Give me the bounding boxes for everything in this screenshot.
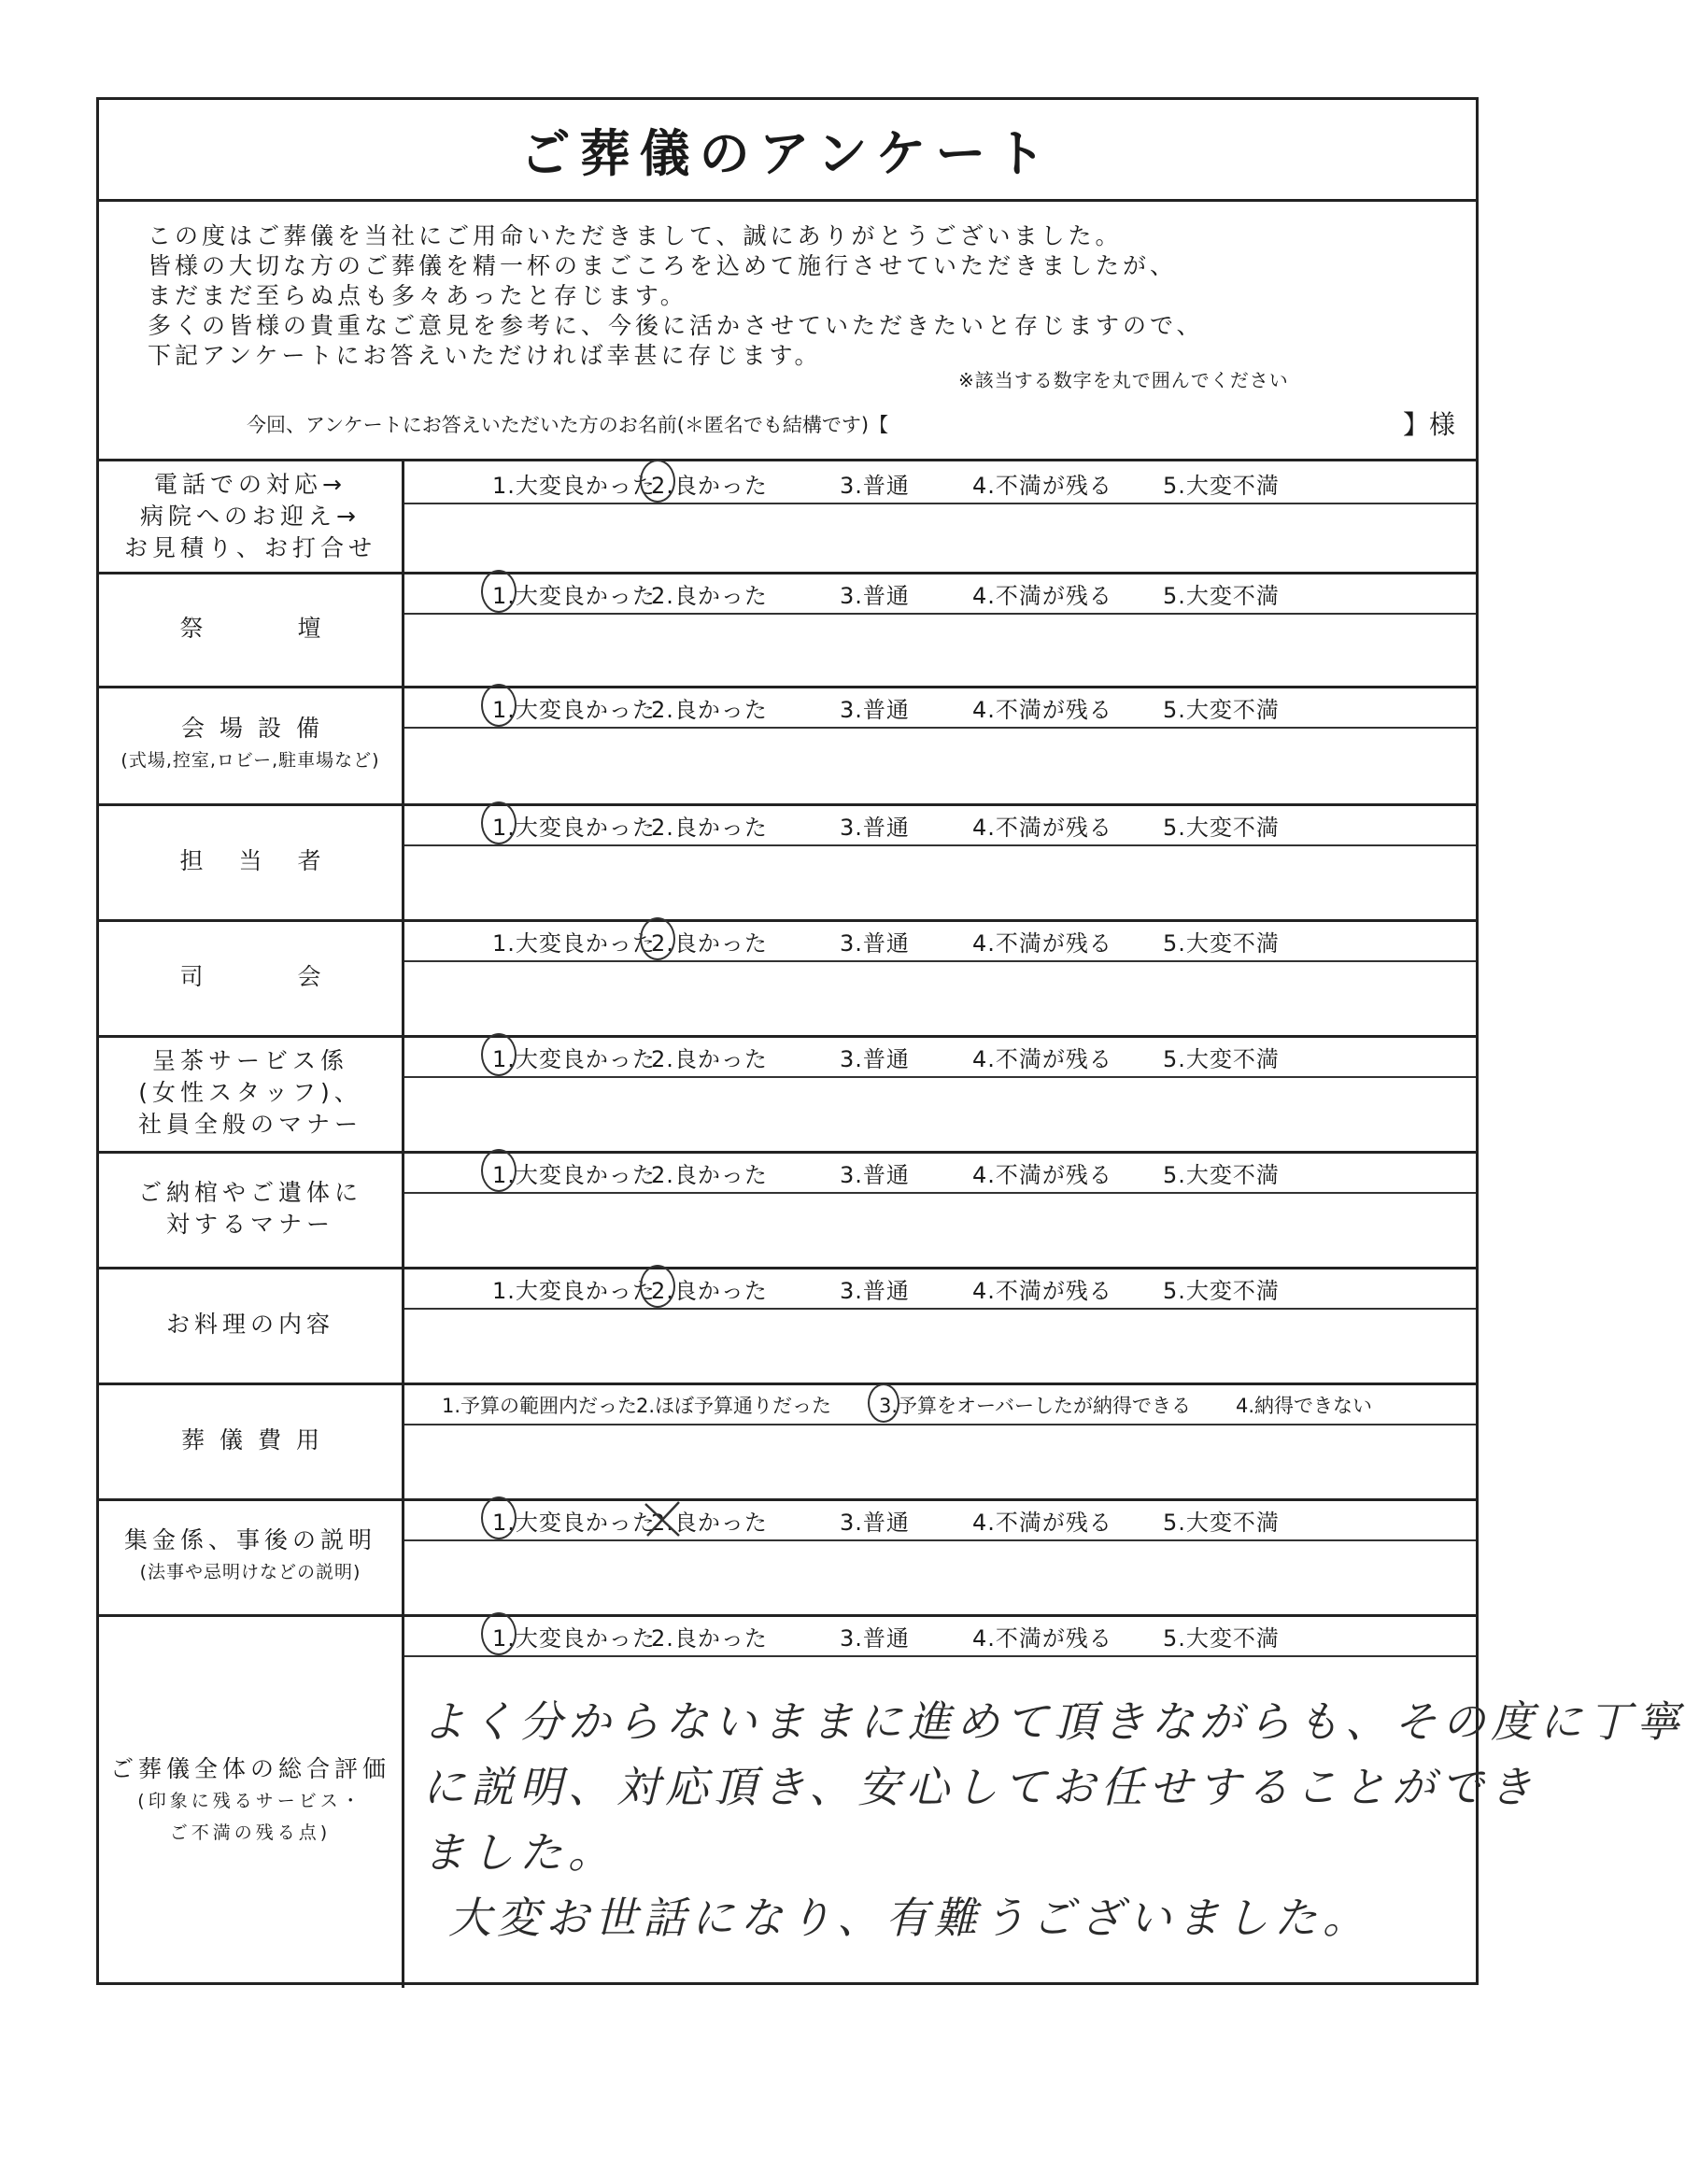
row-label-line: 祭 壇: [179, 615, 357, 642]
rating-option-label: 2.良かった: [651, 1046, 768, 1072]
intro-line: 下記アンケートにお答えいただければ幸甚に存じます。: [148, 342, 822, 369]
rating-option[interactable]: [492, 809, 656, 842]
rating-option[interactable]: [1163, 577, 1280, 610]
row-label-line: 会場設備: [180, 715, 334, 742]
rating-option[interactable]: [879, 1391, 1191, 1419]
rating-option-label: 1.大変良かった: [492, 1162, 656, 1188]
rating-options: [404, 1035, 1476, 1078]
intro-text: [148, 221, 1418, 371]
rating-option[interactable]: [651, 925, 768, 957]
row-label-line: (女性スタッフ)、: [138, 1079, 362, 1106]
rating-option-label: 5.大変不満: [1163, 1162, 1280, 1188]
rating-option-label: 3.普通: [840, 1625, 910, 1652]
row-label-line: 電話での対応→: [154, 471, 347, 498]
rating-option[interactable]: [840, 1504, 910, 1537]
rating-option[interactable]: [840, 1041, 910, 1073]
rating-options: [404, 1267, 1476, 1310]
selection-circle: [868, 1383, 899, 1423]
rating-option[interactable]: [840, 1156, 910, 1189]
rating-option-label: 1.大変良かった: [492, 1046, 656, 1072]
selection-circle: [481, 684, 517, 727]
rating-option-label: 5.大変不満: [1163, 1278, 1280, 1304]
intro-line: 多くの皆様の貴重なご意見を参考に、今後に活かさせていただきたいと存じますので、: [148, 312, 1204, 339]
rating-option-label: 2.良かった: [651, 1162, 768, 1188]
row-label-line: お料理の内容: [165, 1311, 334, 1338]
rating-option-label: 1.大変良かった: [492, 697, 656, 723]
intro-line: まだまだ至らぬ点も多々あったと存じます。: [148, 282, 687, 309]
rating-option[interactable]: [492, 1504, 656, 1537]
selection-circle: [481, 570, 517, 613]
rating-options: [404, 1383, 1476, 1425]
rating-option[interactable]: [651, 691, 768, 724]
rating-option-label: 3.普通: [840, 1046, 910, 1072]
row-label-line: お見積り、お打合せ: [123, 534, 376, 561]
row-label-sub: (法事や忌明けなどの説明): [139, 1562, 361, 1582]
row-label-line: 司 会: [179, 963, 357, 990]
rating-option-label: 4.不満が残る: [972, 697, 1112, 723]
survey-row: [99, 461, 1476, 574]
strike-cross-icon: [642, 1498, 683, 1539]
rating-options: [404, 803, 1476, 846]
rating-option[interactable]: [636, 1391, 831, 1419]
rating-option-label: 3.普通: [840, 583, 910, 609]
selection-circle: [640, 460, 675, 503]
rating-option-label: 2.良かった: [651, 583, 768, 609]
rating-option[interactable]: [492, 1041, 656, 1073]
row-label-line: 集金係、事後の説明: [123, 1526, 376, 1553]
selection-circle: [481, 1033, 517, 1076]
survey-row: [99, 1383, 1476, 1501]
rating-option-label: 3.普通: [840, 1510, 910, 1536]
rating-options: [404, 919, 1476, 962]
rating-option-label: 4.不満が残る: [972, 1046, 1112, 1072]
comment-line: ました。: [422, 1827, 616, 1878]
row-label-line: 対するマナー: [165, 1211, 334, 1238]
survey-row: [99, 919, 1476, 1038]
row-label-line: 葬儀費用: [180, 1426, 334, 1454]
rating-option-label: 1.予算の範囲内だった: [442, 1395, 638, 1417]
row-label-sub: ご不満の残る点): [169, 1822, 332, 1843]
rating-option-label: 4.不満が残る: [972, 815, 1112, 841]
survey-row: [99, 1035, 1476, 1154]
rating-option[interactable]: [840, 1620, 910, 1652]
row-label: [99, 1151, 404, 1267]
rating-option[interactable]: [1236, 1391, 1372, 1419]
rating-option[interactable]: [651, 1620, 768, 1652]
rating-option-label: 1.大変良かった: [492, 1625, 656, 1652]
rating-options: [404, 572, 1476, 615]
rating-option[interactable]: [840, 577, 910, 610]
survey-row: [99, 803, 1476, 922]
rating-option[interactable]: [492, 1272, 656, 1305]
rating-option-label: 4.不満が残る: [972, 1625, 1112, 1652]
row-label-sub: (印象に残るサービス・: [137, 1791, 363, 1811]
survey-form: [96, 97, 1685, 1985]
handwritten-comment: [422, 1689, 1685, 1950]
row-label: [99, 1614, 404, 1988]
rating-option[interactable]: [972, 577, 1112, 610]
rating-option[interactable]: [840, 925, 910, 957]
rating-option-label: 1.大変良かった: [492, 815, 656, 841]
rating-option[interactable]: [492, 467, 656, 500]
rating-option-label: 2.良かった: [651, 1278, 768, 1304]
rating-option[interactable]: [1163, 1504, 1280, 1537]
rating-option[interactable]: [972, 809, 1112, 842]
rating-option[interactable]: [1163, 809, 1280, 842]
survey-row: [99, 1498, 1476, 1617]
rating-option-label: 4.不満が残る: [972, 1162, 1112, 1188]
survey-row: [99, 1267, 1476, 1385]
selection-circle: [481, 1496, 517, 1539]
rating-option[interactable]: [1163, 1156, 1280, 1189]
row-label-line: ご葬儀全体の総合評価: [109, 1755, 390, 1782]
survey-row: [99, 572, 1476, 688]
row-label-line: 担当者: [179, 847, 357, 874]
rating-options: [404, 1498, 1476, 1541]
comment-line: 大変お世話になり、有難うございました。: [448, 1893, 1371, 1943]
rating-option[interactable]: [492, 577, 656, 610]
selection-circle: [640, 1265, 675, 1308]
instruction-note: ※該当する数字を丸で囲んでください: [958, 369, 1289, 391]
row-label-line: ご納棺やご遺体に: [137, 1179, 362, 1206]
rating-option[interactable]: [651, 1504, 768, 1537]
comment-line: に説明、対応頂き、安心してお任せすることができ: [422, 1762, 1538, 1812]
rating-option[interactable]: [1163, 1272, 1280, 1305]
rating-option[interactable]: [651, 1272, 768, 1305]
rating-option-label: 1.大変良かった: [492, 930, 656, 957]
rating-option[interactable]: [651, 809, 768, 842]
rating-option-label: 4.不満が残る: [972, 473, 1112, 499]
rating-option[interactable]: [1163, 1620, 1280, 1652]
rating-options: [404, 686, 1476, 729]
rating-option-label: 2.良かった: [651, 1625, 768, 1652]
rating-option-label: 5.大変不満: [1163, 1046, 1280, 1072]
rating-option-label: 5.大変不満: [1163, 697, 1280, 723]
rating-option[interactable]: [1163, 691, 1280, 724]
rating-option-label: 3.予算をオーバーしたが納得できる: [879, 1395, 1191, 1417]
rating-option-label: 4.不満が残る: [972, 583, 1112, 609]
rating-option-label: 5.大変不満: [1163, 1625, 1280, 1652]
name-field-close: 】様: [1402, 409, 1455, 440]
selection-circle: [481, 1149, 517, 1192]
rating-option[interactable]: [492, 1620, 656, 1652]
rating-option[interactable]: [651, 1041, 768, 1073]
rating-option[interactable]: [1163, 925, 1280, 957]
rating-option-label: 5.大変不満: [1163, 815, 1280, 841]
rating-option[interactable]: [492, 691, 656, 724]
rating-option-label: 3.普通: [840, 697, 910, 723]
row-label: [99, 803, 404, 919]
rating-option[interactable]: [492, 1156, 656, 1189]
rating-options: [404, 461, 1476, 504]
survey-row: [99, 1614, 1685, 1988]
rating-option[interactable]: [840, 691, 910, 724]
rating-options: [404, 1151, 1476, 1194]
rating-option[interactable]: [1163, 467, 1280, 500]
row-label-line: 病院へのお迎え→: [140, 503, 361, 530]
page-title: ご葬儀のアンケート: [519, 123, 1055, 183]
row-label-sub: (式場,控室,ロビー,駐車場など): [120, 750, 380, 771]
survey-row: [99, 1151, 1476, 1269]
rating-option[interactable]: [492, 925, 656, 957]
rating-option[interactable]: [840, 1272, 910, 1305]
rating-option-label: 1.大変良かった: [492, 1510, 656, 1536]
intro-line: この度はご葬儀を当社にご用命いただきまして、誠にありがとうございました。: [148, 222, 1123, 249]
rating-option-label: 3.普通: [840, 815, 910, 841]
survey-table: [99, 459, 1685, 1982]
rating-option-label: 2.良かった: [651, 473, 768, 499]
rating-option-label: 3.普通: [840, 473, 910, 499]
rating-option-label: 5.大変不満: [1163, 583, 1280, 609]
row-label: [99, 1498, 404, 1614]
row-label: [99, 919, 404, 1035]
rating-option[interactable]: [972, 691, 1112, 724]
rating-option-label: 3.普通: [840, 1162, 910, 1188]
rating-option-label: 1.大変良かった: [492, 583, 656, 609]
row-label-line: 社員全般のマナー: [137, 1111, 362, 1138]
selection-circle: [640, 917, 675, 960]
rating-option-label: 5.大変不満: [1163, 930, 1280, 957]
rating-option-label: 3.普通: [840, 930, 910, 957]
rating-option-label: 2.良かった: [651, 1510, 768, 1536]
rating-option-label: 4.不満が残る: [972, 930, 1112, 957]
rating-option-label: 2.ほぼ予算通りだった: [636, 1395, 832, 1417]
rating-option[interactable]: [840, 809, 910, 842]
rating-option[interactable]: [972, 467, 1112, 500]
row-label: [99, 1267, 404, 1383]
rating-option-label: 4.不満が残る: [972, 1278, 1112, 1304]
rating-option[interactable]: [972, 1620, 1112, 1652]
rating-option[interactable]: [972, 1272, 1112, 1305]
row-label: [99, 686, 404, 803]
row-label: [99, 461, 404, 572]
name-field-label: 今回、アンケートにお答えいただいた方のお名前(＊匿名でも結構です)【: [247, 414, 889, 436]
row-label: [99, 572, 404, 686]
rating-option[interactable]: [972, 925, 1112, 957]
rating-option[interactable]: [972, 1041, 1112, 1073]
comment-line: よく分からないままに進めて頂きながらも、その度に丁寧: [422, 1696, 1685, 1747]
intro-line: 皆様の大切な方のご葬儀を精一杯のまごころを込めて施行させていただきましたが、: [148, 252, 1178, 279]
rating-option[interactable]: [651, 467, 768, 500]
row-label-line: 呈茶サービス係: [151, 1047, 348, 1074]
rating-option-label: 2.良かった: [651, 930, 768, 957]
rating-option[interactable]: [651, 1156, 768, 1189]
rating-option-label: 1.大変良かった: [492, 473, 656, 499]
rating-option[interactable]: [840, 467, 910, 500]
selection-circle: [481, 1612, 517, 1655]
survey-row: [99, 686, 1476, 806]
rating-option-label: 5.大変不満: [1163, 473, 1280, 499]
selection-circle: [481, 801, 517, 844]
rating-option-label: 4.納得できない: [1236, 1395, 1373, 1417]
rating-option[interactable]: [1163, 1041, 1280, 1073]
rating-option-label: 3.普通: [840, 1278, 910, 1304]
rating-option[interactable]: [972, 1504, 1112, 1537]
row-label: [99, 1383, 404, 1498]
rating-option-label: 5.大変不満: [1163, 1510, 1280, 1536]
rating-options: [404, 1614, 1476, 1657]
rating-option[interactable]: [972, 1156, 1112, 1189]
title-box: [99, 100, 1476, 202]
rating-option-label: 1.大変良かった: [492, 1278, 656, 1304]
rating-option-label: 4.不満が残る: [972, 1510, 1112, 1536]
rating-option[interactable]: [442, 1391, 637, 1419]
rating-option[interactable]: [651, 577, 768, 610]
row-label: [99, 1035, 404, 1151]
rating-option-label: 2.良かった: [651, 815, 768, 841]
rating-option-label: 2.良かった: [651, 697, 768, 723]
